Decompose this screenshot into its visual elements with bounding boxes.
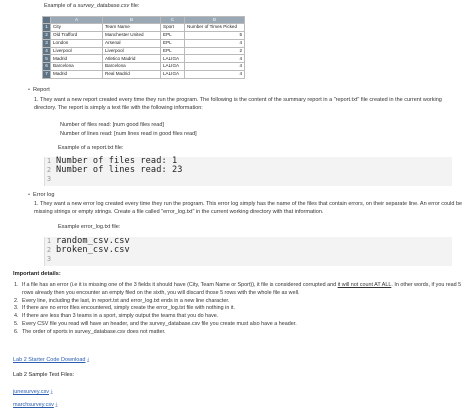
file-link-row	[13, 389, 53, 396]
junesurvey-link[interactable]: junesurvey.csv	[13, 389, 49, 395]
sheet-row: 7 Madrid Real Madrid LALIGA 4	[43, 70, 245, 78]
download-arrow-icon[interactable]: ⤓	[55, 402, 58, 408]
sheet-row: 2 Old Trafford Manchester United EPL 5	[43, 31, 245, 39]
sheet-corner	[43, 17, 51, 24]
spreadsheet-example	[42, 16, 245, 79]
details-item: 6. The order of sports in survey_database.csv does not matter.	[14, 328, 166, 335]
sheet-row: 1 City Team Name Sport Number of Times Picked	[43, 24, 245, 32]
details-item: 5. Every CSV file you read will have an header, and the survey_database.csv file you create must also have a header.	[14, 321, 297, 328]
starter-code-link-row	[13, 357, 89, 364]
report-bullet: • Report	[33, 87, 50, 95]
code-line: 1 Number of files read: 1	[46, 155, 178, 166]
details-heading: Important details:	[13, 271, 61, 277]
code-line: 2 broken_csv.csv	[46, 244, 130, 255]
marchsurvey-link[interactable]: marchsurvey.csv	[13, 402, 54, 408]
code-line: 3	[46, 174, 52, 183]
code-line: 2 Number of lines read: 23	[46, 164, 183, 175]
report-item-1: 1. They want a new report created every time they run the program. The following is the content of the summary report in a "report.txt" file created in the current working directory. The report is simply a text file with the following information:	[34, 97, 442, 111]
sheet-col-d: D	[185, 17, 245, 24]
starter-code-link[interactable]: Lab 2 Starter Code Download	[13, 357, 86, 363]
sheet-row: 6 Barcelona Barcelona LALIGA 4	[43, 63, 245, 71]
code-line: 1 random_csv.csv	[46, 235, 130, 246]
file-link-row	[13, 402, 58, 409]
details-list	[14, 282, 462, 337]
sheet-row: 3 London Arsenal EPL 4	[43, 39, 245, 47]
download-arrow-icon[interactable]: ⤓	[50, 389, 53, 395]
errorlog-item-1: 1. They want a new error log created every time they run the program. This error log simply has the name of the files that contain errors, on their separate line. An error could be missing strings or empty strings. Create a file called "error_log.txt" in the current working directory with that information.	[34, 201, 463, 215]
errorlog-bullet: • Error log	[33, 192, 54, 200]
report-line-2: Number of lines read: [num lines read in good files read]	[60, 131, 197, 137]
details-item: 3. If there are no error files encountered, simply create the error_log.txt file with nothing in it.	[14, 305, 236, 312]
sheet-header-row	[43, 17, 245, 24]
sheet-row: 5 Madrid Atletico Madrid LALIGA 4	[43, 55, 245, 63]
report-example-label: Example of a report.txt file:	[58, 145, 124, 151]
report-code-block	[44, 157, 452, 186]
details-item: 2. Every line, including the last, in report.txt and error_log.txt ends in a new line character.	[14, 297, 230, 304]
errorlog-example-label: Example error_log.txt file:	[58, 224, 121, 230]
sheet-row: 4 Liverpool Liverpool EPL 2	[43, 47, 245, 55]
test-files-heading: Lab 2 Sample Test Files:	[13, 372, 75, 378]
details-item: 4. If there are less than 3 teams in a sport, simply output the teams that you do have.	[14, 313, 219, 320]
sheet-col-b: B	[103, 17, 161, 24]
details-item: 1. If a file has an error (i.e it is missing one of the 3 fields it should have (City, Team Name or Sport)), it file is considered corrupted and it will not count AT ALL. In other words, if you read 5 rows already then you encounter an empty filed on the sixth, you will discard those 5 rows with the whole file as well.	[14, 282, 462, 296]
code-line: 3	[46, 254, 52, 263]
report-line-1: Number of files read: [num good files read]	[60, 122, 164, 128]
sheet-col-c: C	[161, 17, 185, 24]
sheet-col-a: A	[51, 17, 103, 24]
errorlog-code-block	[44, 237, 452, 266]
intro-text: Example of a survey_database.csv file:	[44, 3, 140, 9]
download-arrow-icon[interactable]: ⤓	[86, 357, 90, 363]
